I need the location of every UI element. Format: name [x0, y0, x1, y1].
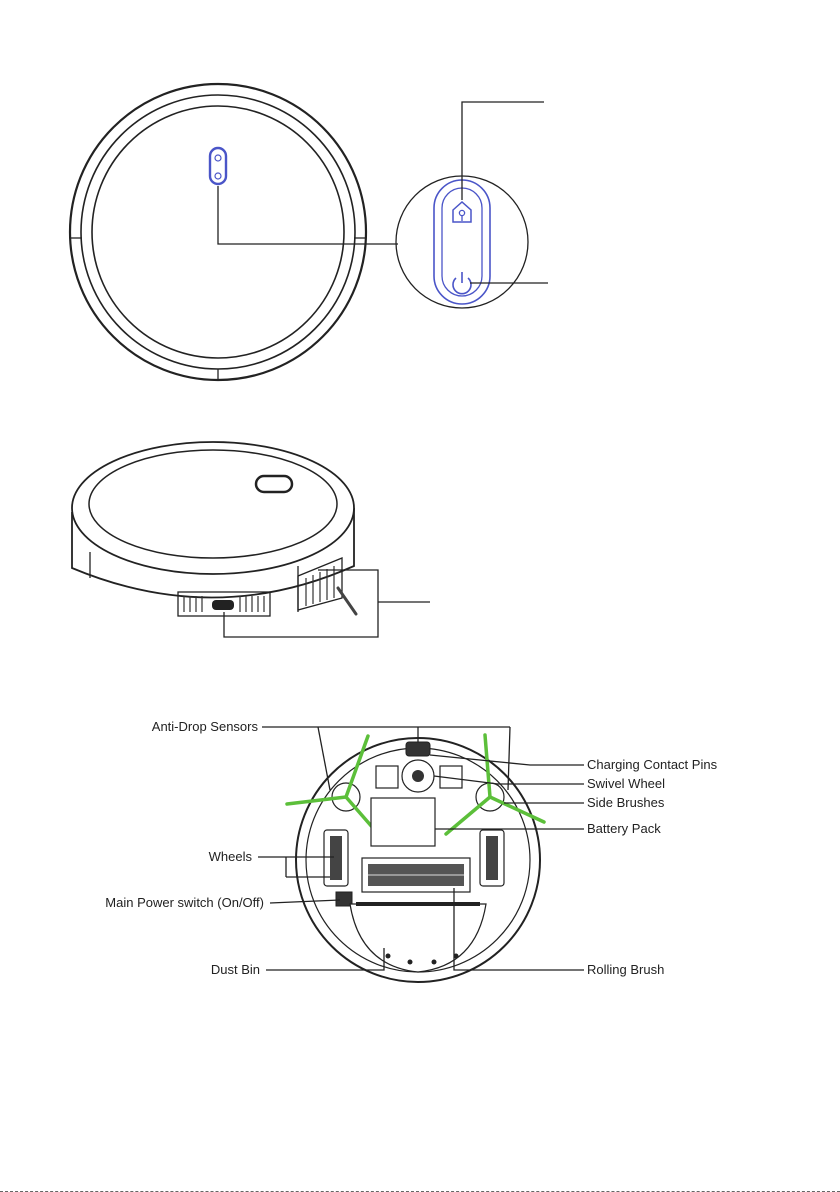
- label-charging-contact-pins: Charging Contact Pins: [587, 757, 718, 772]
- front-sensor-window: [212, 600, 234, 610]
- home-icon: [453, 202, 471, 222]
- battery-pack: [371, 798, 435, 846]
- power-icon: [453, 272, 471, 294]
- side-view: [72, 442, 430, 637]
- label-swivel-wheel: Swivel Wheel: [587, 776, 666, 791]
- label-dust-bin: Dust Bin: [210, 962, 260, 977]
- label-main-power-switch: Main Power switch (On/Off): [105, 895, 264, 910]
- mini-home-icon: [215, 155, 221, 161]
- mini-power-icon: [215, 173, 221, 179]
- front-drop-sensor: [406, 742, 430, 756]
- label-rolling-brush: Rolling Brush: [587, 962, 665, 977]
- home-button-leader: [462, 102, 544, 200]
- side-brush-bristle: [338, 588, 356, 614]
- side-top-rim: [72, 442, 354, 574]
- swivel-wheel-hub: [412, 770, 424, 782]
- side-button-panel: [256, 476, 292, 492]
- top-view: [70, 84, 548, 380]
- zoom-leader-line: [218, 186, 398, 244]
- wheel-right-tread: [486, 836, 498, 880]
- side-vent-grille: [306, 566, 334, 606]
- wheel-left-tread: [330, 836, 342, 880]
- bottom-view: [105, 719, 717, 982]
- label-wheels: Wheels: [208, 849, 252, 864]
- label-side-brushes: Side Brushes: [587, 795, 665, 810]
- label-anti-drop-sensors: Anti-Drop Sensors: [151, 719, 258, 734]
- label-battery-pack: Battery Pack: [587, 821, 661, 836]
- charging-contact-left: [376, 766, 398, 788]
- vent-leader-bracket: [224, 570, 378, 637]
